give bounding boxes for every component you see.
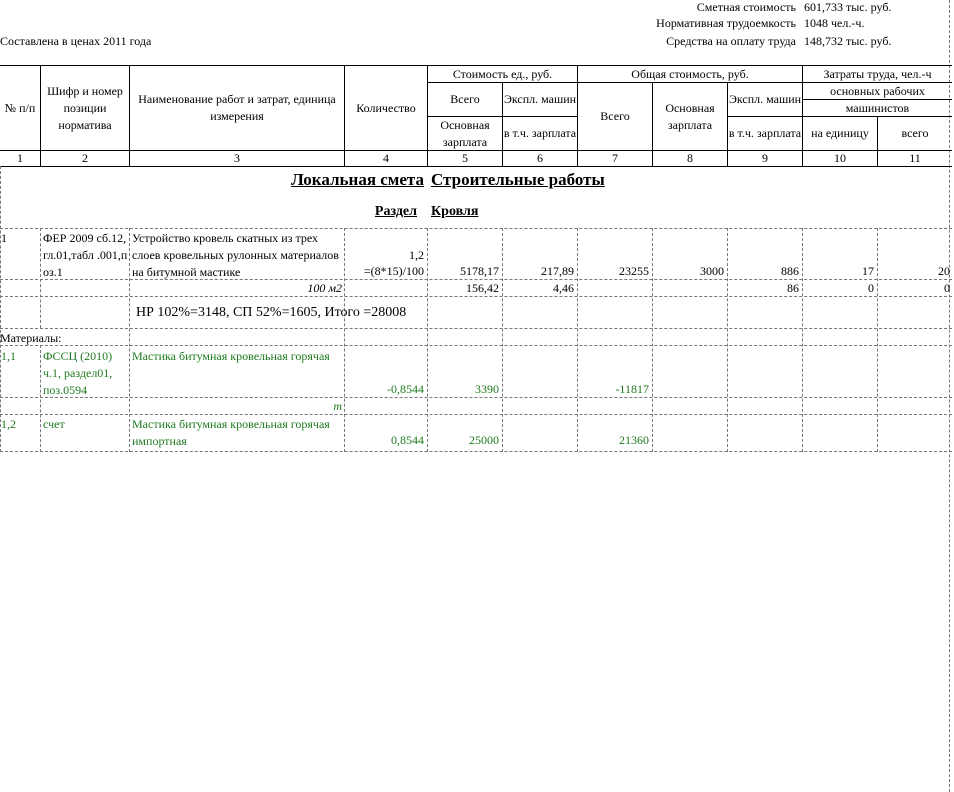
- row-line: [344, 228, 345, 452]
- material-unit-total: 25000: [469, 433, 499, 447]
- col-number: 8: [687, 151, 693, 165]
- row-separator: [0, 451, 952, 452]
- header-labor-total: всего: [901, 126, 929, 140]
- header-total-all: Всего: [600, 109, 630, 123]
- item-unit-total: 5178,17: [460, 264, 499, 278]
- header-unit-wage: Основная зарплата: [440, 117, 490, 149]
- summary-labor-value: 1048 чел.-ч.: [804, 16, 865, 30]
- material-total-all: 21360: [619, 433, 649, 447]
- section-name: Кровля: [431, 204, 479, 219]
- col-number: 11: [909, 151, 921, 165]
- summary-wage-value: 148,732 тыс. руб.: [804, 34, 892, 48]
- item-total-mach: 886: [781, 264, 799, 278]
- item-name: Устройство кровель скатных из трех слоев кровельных рулонных материалов на битумной мастике: [132, 231, 339, 279]
- row-line: [877, 228, 878, 452]
- material-name: Мастика битумная кровельная горячая: [132, 349, 330, 363]
- header-unit-mach: Экспл. машин: [503, 92, 577, 106]
- item-total-all: 23255: [619, 264, 649, 278]
- header-labor-per-unit: на единицу: [811, 126, 869, 140]
- item-labor-unit-machinists: 0: [868, 281, 874, 295]
- material-num: 1,2: [1, 417, 16, 431]
- header-num: № п/п: [4, 100, 36, 115]
- estimate-title: Локальная смета: [291, 170, 424, 189]
- header-unit-total: Всего: [450, 92, 480, 106]
- row-line: [427, 228, 428, 452]
- row-line: [577, 228, 578, 452]
- col-number: 9: [762, 151, 768, 165]
- header-total-cost: Общая стоимость, руб.: [631, 66, 749, 81]
- row-separator: [0, 328, 952, 329]
- col-number: 5: [462, 151, 468, 165]
- material-num: 1,1: [1, 349, 16, 363]
- col-number: 1: [17, 151, 23, 165]
- item-labor-total-machinists: 0: [944, 281, 950, 295]
- col-number: 10: [834, 151, 846, 165]
- item-labor-unit: 17: [862, 264, 874, 278]
- row-separator: [0, 296, 952, 297]
- header-code: Шифр и номер позиции норматива: [47, 83, 123, 132]
- item-qty-formula: =(8*15)/100: [363, 264, 424, 278]
- col-number: 6: [537, 151, 543, 165]
- row-separator: [0, 345, 952, 346]
- col-number: 4: [383, 151, 389, 165]
- item-total-mach-wage: 86: [787, 281, 799, 295]
- item-unit: 100 м2: [307, 281, 342, 295]
- header-unit-cost: Стоимость ед., руб.: [452, 66, 553, 81]
- header-labor: Затраты труда, чел.-ч: [823, 66, 932, 81]
- row-line: [727, 228, 728, 452]
- material-code: счет: [43, 417, 65, 431]
- item-overhead: НР 102%=3148, СП 52%=1605, Итого =28008: [136, 305, 407, 320]
- row-line: [40, 345, 41, 452]
- row-line: [40, 228, 41, 328]
- item-qty: 1,2: [409, 248, 424, 262]
- item-unit-mach-wage: 4,46: [553, 281, 574, 295]
- item-unit-wage: 156,42: [466, 281, 499, 295]
- summary-wage-label: Средства на оплату труда: [666, 34, 796, 48]
- header-total-mach: Экспл. машин: [728, 92, 802, 106]
- col-number: 7: [612, 151, 618, 165]
- header-qty: Количество: [356, 100, 416, 115]
- col-number: 3: [234, 151, 240, 165]
- material-unit: т: [333, 399, 342, 413]
- item-unit-mach: 217,89: [541, 264, 574, 278]
- header-labor-workers: основных рабочих: [830, 83, 925, 98]
- item-code: ФЕР 2009 сб.12,гл.01,табл .001,поз.1: [43, 231, 128, 279]
- summary-cost-label: Сметная стоимость: [696, 0, 796, 14]
- price-basis: Составлена в ценах 2011 года: [0, 34, 152, 48]
- item-total-wage: 3000: [700, 264, 724, 278]
- header-total-wage: Основная зарплата: [665, 100, 715, 132]
- material-qty: -0,8544: [387, 382, 424, 396]
- header-labor-machinists: машинистов: [845, 100, 910, 115]
- summary-labor-label: Нормативная трудоемкость: [656, 16, 796, 30]
- row-line: [652, 228, 653, 452]
- row-separator: [0, 397, 952, 398]
- dashed-separator: [0, 228, 952, 229]
- section-label: Раздел: [374, 204, 417, 219]
- header-name: Наименование работ и затрат, единица измерения: [138, 92, 336, 123]
- item-num: 1: [1, 231, 7, 245]
- col-number: 2: [82, 151, 88, 165]
- header-total-mach-wage: в т.ч. зарплата: [728, 126, 802, 140]
- material-qty: 0,8544: [391, 433, 424, 447]
- row-line: [129, 228, 130, 452]
- estimate-title-name: Строительные работы: [431, 170, 605, 189]
- row-separator: [0, 414, 952, 415]
- item-labor-total: 20: [938, 264, 950, 278]
- materials-label: Материалы:: [0, 331, 62, 345]
- header-unit-mach-wage: в т.ч. зарплата: [503, 126, 577, 140]
- summary-cost-value: 601,733 тыс. руб.: [804, 0, 892, 14]
- material-unit-total: 3390: [475, 382, 499, 396]
- header-bottom-border: [0, 166, 952, 167]
- material-name: Мастика битумная кровельная горячая импортная: [132, 417, 330, 448]
- page-break-line: [0, 166, 1, 452]
- material-code: ФССЦ (2010) ч.1, раздел01, поз.0594: [43, 349, 113, 397]
- row-line: [802, 228, 803, 452]
- material-total-all: -11817: [615, 382, 649, 396]
- row-line: [502, 228, 503, 452]
